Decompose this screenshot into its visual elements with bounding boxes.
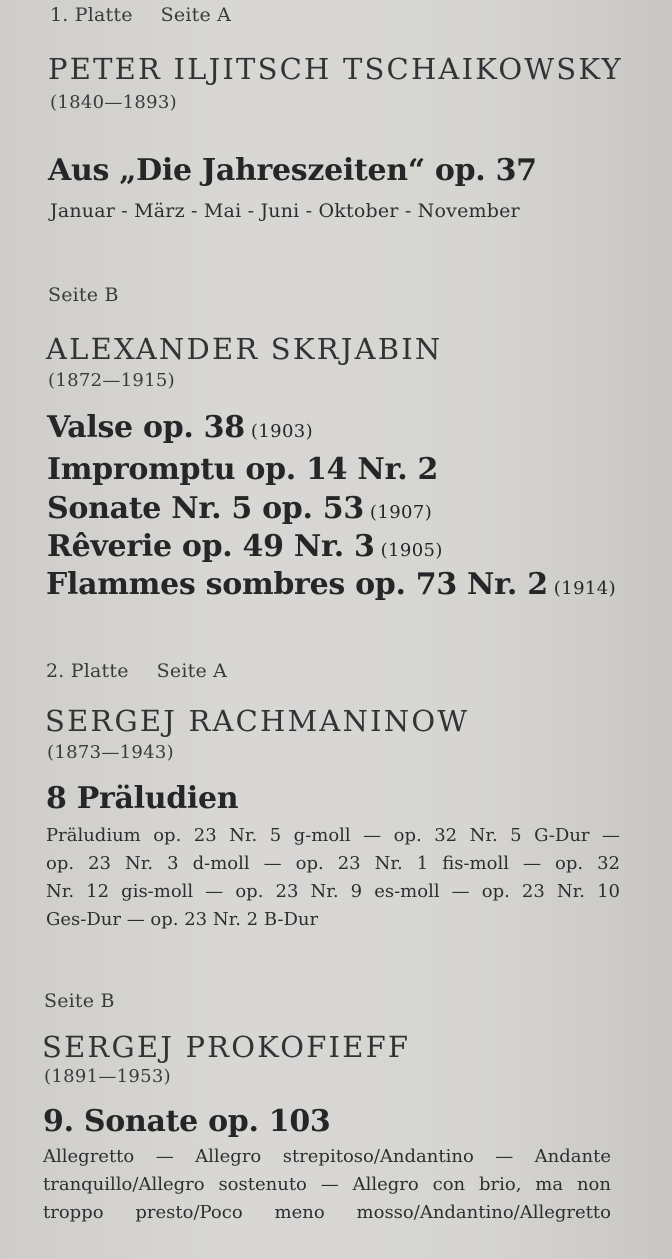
details-line: Allegretto — Allegro strepitoso/Andantino — Andante	[43, 1146, 611, 1167]
work-title: Sonate Nr. 5 op. 53 (1907)	[47, 491, 433, 526]
composer-name: ALEXANDER SKRJABIN	[46, 332, 443, 366]
details-line: Ges-Dur — op. 23 Nr. 2 B-Dur	[46, 909, 319, 930]
record2-side-a-header	[46, 660, 227, 682]
details-line: op. 23 Nr. 3 d-moll — op. 23 Nr. 1 fis-moll — op. 32	[46, 853, 620, 874]
composer-name: PETER ILJITSCH TSCHAIKOWSKY	[48, 52, 623, 86]
record1-side-a-header	[50, 4, 231, 26]
details-line: tranquillo/Allegro sostenuto — Allegro con brio, ma non	[43, 1174, 611, 1195]
composer-years: (1872—1915)	[48, 370, 175, 391]
work-title: 8 Präludien	[46, 781, 239, 816]
details-line: troppo presto/Poco meno mosso/Andantino/Allegretto	[43, 1202, 611, 1223]
work-year: (1907)	[369, 502, 433, 523]
details-line: Präludium op. 23 Nr. 5 g-moll — op. 32 Nr. 5 G-Dur —	[46, 825, 620, 846]
work-year: (1914)	[553, 578, 617, 599]
work-year: (1903)	[250, 421, 314, 442]
side-b-label: Seite B	[44, 990, 115, 1012]
work-movements: Januar - März - Mai - Juni - Oktober - November	[50, 200, 520, 222]
details-line: Nr. 12 gis-moll — op. 23 Nr. 9 es-moll — op. 23 Nr. 10	[46, 881, 620, 902]
composer-name: SERGEJ RACHMANINOW	[45, 704, 470, 738]
work-year: (1905)	[380, 540, 443, 561]
work-details	[43, 1143, 611, 1227]
work-title: 9. Sonate op. 103	[43, 1104, 331, 1139]
composer-years: (1840—1893)	[50, 92, 177, 113]
side-b-label: Seite B	[48, 284, 119, 306]
platte-label: 1. Platte	[50, 4, 133, 26]
work-title: Aus „Die Jahreszeiten“ op. 37	[48, 153, 537, 188]
work-details	[46, 822, 620, 934]
composer-years: (1873—1943)	[47, 742, 174, 763]
seite-label: Seite A	[156, 660, 228, 682]
composer-name: SERGEJ PROKOFIEFF	[42, 1030, 411, 1064]
seite-label: Seite A	[160, 4, 232, 26]
work-title: Rêverie op. 49 Nr. 3 (1905)	[47, 529, 443, 564]
work-title: Flammes sombres op. 73 Nr. 2 (1914)	[46, 567, 617, 602]
work-title: Impromptu op. 14 Nr. 2	[47, 452, 439, 487]
work-title: Valse op. 38 (1903)	[47, 410, 314, 445]
composer-years: (1891—1953)	[44, 1066, 171, 1087]
platte-label: 2. Platte	[46, 660, 129, 682]
